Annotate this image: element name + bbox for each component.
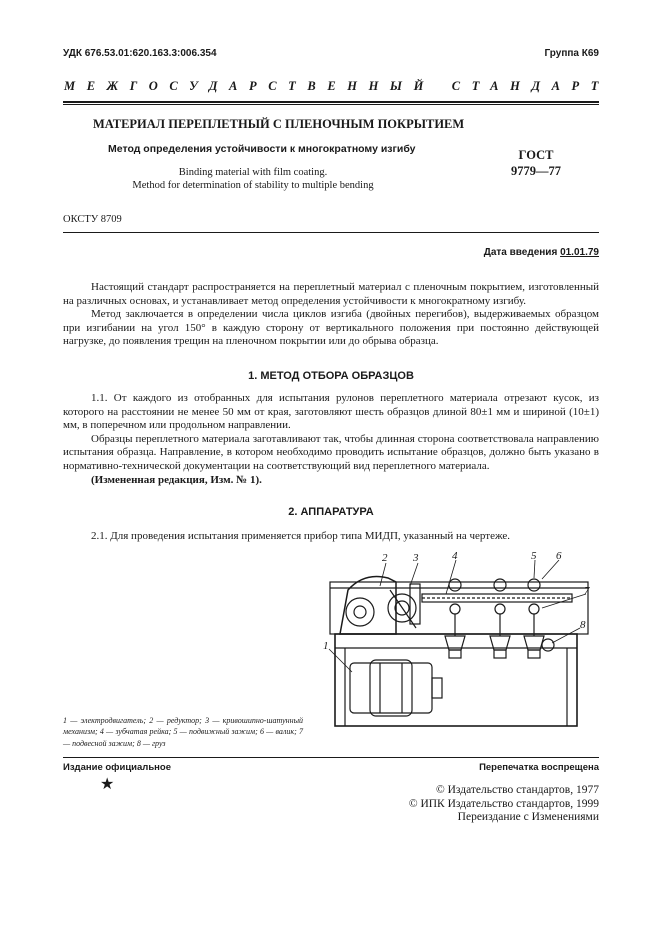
group-code: Группа К69 [544, 48, 599, 59]
reprint-prohibited: Перепечатка воспрещена [479, 762, 599, 773]
intro-date-value: 01.01.79 [560, 247, 599, 258]
reissue-note: Переиздание с Изменениями [457, 811, 599, 823]
gost-number: 9779—77 [511, 164, 561, 178]
section-2-paragraph-1: 2.1. Для проведения испытания применяется прибор типа МИДП, указанный на чертеже. [91, 530, 511, 542]
callout-6: 6 [556, 550, 562, 562]
clamp-column-2 [490, 579, 510, 658]
intro-date [484, 247, 599, 258]
callout-3: 3 [413, 552, 419, 564]
official-edition: Издание официальное [63, 762, 171, 773]
copyright-1977: © Издательство стандартов, 1977 [435, 784, 599, 796]
leader-5 [534, 560, 535, 578]
udk-code: УДК 676.53.01:620.163.3:006.354 [63, 48, 217, 59]
english-title [78, 166, 428, 192]
apparatus-drawing [318, 548, 600, 748]
callout-4: 4 [452, 550, 458, 562]
callout-7: 7 [584, 585, 590, 597]
reducer-hub [354, 606, 366, 618]
header-rule-thin [63, 104, 599, 105]
section-1-paragraph-2: Образцы переплетного материала заготавливают так, чтобы длинная сторона соответствовала направлению испытания образца. Направление, в котором необходимо проводить испытание образцов, должно быть указано в нормативно-технической документации на соответствующий вид переплетного материала. [63, 432, 599, 472]
star-icon: ★ [100, 776, 115, 793]
clamp-column-3 [524, 579, 544, 658]
leader-1 [329, 649, 352, 672]
callout-1: 1 [323, 640, 329, 652]
english-title-line-1: Binding material with film coating. [178, 167, 328, 178]
english-title-line-2: Method for determination of stability to multiple bending [132, 180, 374, 191]
leader-7 [542, 594, 586, 608]
okstu-rule [63, 232, 599, 233]
intro-date-label: Дата введения [483, 247, 561, 258]
intro-text [63, 281, 599, 349]
callout-2: 2 [382, 552, 388, 564]
okstu-code: ОКСТУ 8709 [63, 214, 122, 225]
copyright-1999: © ИПК Издательство стандартов, 1999 [408, 797, 599, 810]
gost-designation [506, 147, 566, 179]
document-title: МАТЕРИАЛ ПЕРЕПЛЕТНЫЙ С ПЛЕНОЧНЫМ ПОКРЫТИЕМ [93, 117, 465, 131]
intro-paragraph-2: Метод заключается в определении числа циклов изгиба (двойных перегибов), выдерживаемых образцом при изгибании на угол 150° в каждую сторону от вертикального положения при постоянно действующей нагрузке, до появления трещин на пленочном покрытии или до обрыва образца. [63, 308, 599, 348]
section-1-paragraph-1: 1.1. От каждого из отобранных для испытания рулонов переплетного материала отрезают кусок, из которого на расстоянии не менее 50 мм от края, заготовляют шесть образцов длиной 80±1 мм и шириной (10±1) мм, в поперечном или продольном направлении. [63, 392, 599, 432]
section-1-text [63, 392, 599, 487]
header-rule-thick [63, 101, 599, 103]
revision-note: (Измененная редакция, Изм. № 1). [91, 473, 262, 486]
motor-shaft [432, 678, 442, 698]
motor-housing [370, 660, 412, 716]
intro-paragraph-1: Настоящий стандарт распространяется на переплетный материал с пленочным покрытием, изготовленный на различных основах, и устанавливает метод определения устойчивости к многократному изгибу. [63, 281, 599, 307]
section-2-text [63, 530, 599, 544]
leader-6 [542, 560, 559, 579]
section-1-heading: 1. МЕТОД ОТБОРА ОБРАЗЦОВ [248, 370, 414, 382]
figure-caption: 1 — электродвигатель; 2 — редуктор; 3 — кривошипно-шатунный механизм; 4 — зубчатая рейка; 5 — подвижный зажим; 6 — валик; 7 — подвесной зажим; 8 — груз [63, 716, 303, 748]
footer-rule [63, 757, 599, 758]
banner-right: СТАНДАРТ [451, 79, 610, 93]
callout-5: 5 [531, 550, 537, 562]
banner-left: МЕЖГОСУДАРСТВЕННЫЙ [64, 79, 435, 93]
gost-label: ГОСТ [518, 148, 554, 162]
weight [542, 639, 554, 651]
motor-body [350, 663, 432, 713]
copyright-block [409, 784, 599, 825]
document-subtitle: Метод определения устойчивости к многократному изгибу [108, 143, 416, 155]
clamp-column-1 [445, 579, 465, 658]
callout-8: 8 [580, 619, 586, 631]
leader-8 [552, 628, 580, 643]
section-2-heading: 2. АППАРАТУРА [288, 506, 374, 518]
reducer-gear [346, 598, 374, 626]
